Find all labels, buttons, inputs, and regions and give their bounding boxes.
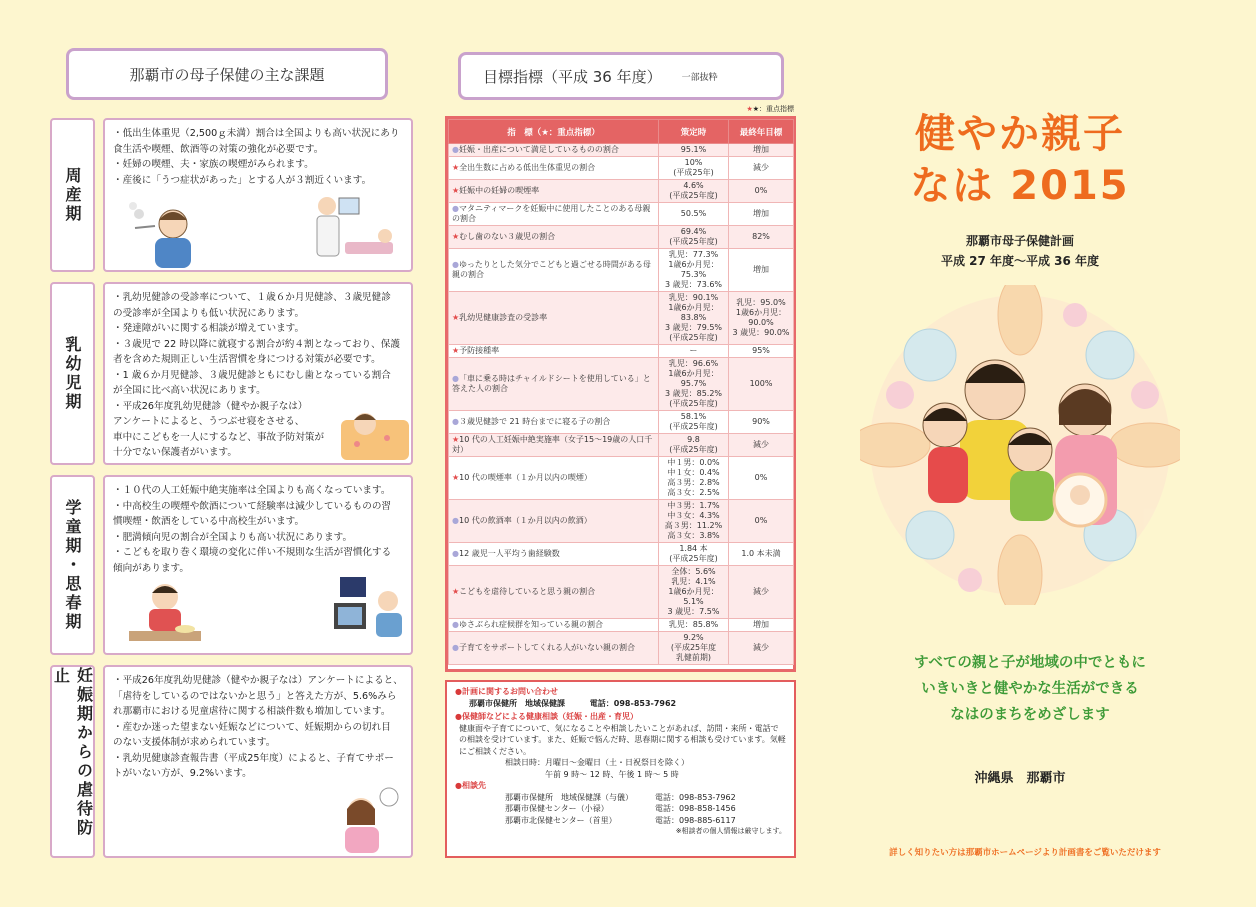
contact-consult-text: 健康面や子育てについて、気になることや相談したいことがあれば、訪問・来所・電話での相談を受けています。また、妊娠で悩んだ時、思春期に関する相談も受けています。気軽にご相談ください。	[459, 723, 786, 756]
table-row	[449, 619, 794, 632]
baseline-cell: 95.1%	[659, 144, 729, 157]
dot-icon: ●	[452, 643, 459, 652]
place-phone: 電話：098-858-1456	[655, 804, 736, 813]
dot-icon: ●	[452, 374, 459, 383]
slogan-line-3: なはのまちをめざします	[950, 707, 1110, 723]
contact-heading-plan: ●計画に関するお問い合わせ	[455, 687, 558, 696]
baseline-cell: 全体：5.6% 乳児：4.1% 1歳6か月児：5.1% 3 歳児：7.5%	[659, 566, 729, 619]
table-row	[449, 358, 794, 411]
table-row	[449, 632, 794, 665]
indicator-name-cell: ★全出生数に占める低出生体重児の割合	[449, 157, 659, 180]
target-cell: 減少	[729, 566, 794, 619]
table-row	[449, 434, 794, 457]
target-cell: 95%	[729, 345, 794, 358]
indicator-name-cell: ★予防接種率	[449, 345, 659, 358]
star-icon: ★	[746, 105, 753, 113]
place-name: 那覇市保健センター（小禄）	[505, 804, 609, 813]
middle-title: 目標指標（平成 36 年度）	[483, 67, 662, 86]
section-body-abuse-prevention: ・平成26年度乳幼児健診（健やか親子なは）アンケートによると、 「虐待をしているのではないかと思う」と答えた方が、5.6%みら れ那覇市における児童虐待に関する相談件数も増加しています。 ・産むか迷った望まない妊娠などについて、妊娠期からの切れ目 のない支援体制が求められています。 ・乳幼児健康診査報告書（平成25年度）によると、子育てサポー トがいない方が、9.2%います。	[103, 665, 413, 858]
place-phone: 電話：098-853-7962	[655, 792, 736, 802]
table-row	[449, 144, 794, 157]
baseline-cell: 4.6% (平成25年度)	[659, 180, 729, 203]
target-cell: 増加	[729, 144, 794, 157]
footer-note: 詳しく知りたい方は那覇市ホームページより計画書をご覧いただけます	[889, 848, 1161, 858]
place-phone: 電話：098-885-6117	[655, 815, 736, 825]
table-row	[449, 157, 794, 180]
contact-hours-2: 午前 9 時～ 12 時、午後 1 時～ 5 時	[545, 769, 679, 779]
star-icon: ★	[452, 313, 460, 322]
indicator-name-cell: ★むし歯のない３歳児の割合	[449, 226, 659, 249]
indicator-name-cell: ●ゆさぶられ症候群を知っている親の割合	[449, 619, 659, 632]
section-label-abuse-prevention: 妊娠期からの虐待防止	[50, 665, 95, 858]
section-body-infancy: ・乳幼児健診の受診率について、１歳６か月児健診、３歳児健診 の受診率が全国よりも低い状況にあります。 ・発達障がいに関する相談が増えています。 ・３歳児で 22 時以降に就寝する割合が約４割となっており、保護 者を含めた規則正しい生活習慣を身につける対策が必要です。 ・1 歳６か月児健診、３歳児健診ともにむし歯となっている割合 が全国に比べ高い状況にあります。 ・平成26年度乳幼児健診（健やか親子なは） アンケートによると、うつぶせ寝をさせる、 車中にこどもを一人にするなど、事故予防対策が 十分でない保護者がいます。	[103, 282, 413, 465]
section-label-infancy: 乳幼児期	[50, 282, 95, 465]
slogan-line-2: いきいきと健やかな生活ができる	[921, 681, 1139, 697]
star-icon: ★	[452, 473, 460, 482]
star-icon: ★	[452, 346, 460, 355]
indicator-name-cell: ●12 歳児一人平均う歯経験数	[449, 543, 659, 566]
place-name: 那覇市保健所 地域保健課（与儀）	[505, 792, 633, 802]
indicator-name-cell: ★10 代の人工妊娠中絶実施率（女子15～19歳の人口千対）	[449, 434, 659, 457]
tv-watching-illustration	[330, 573, 408, 647]
dot-icon: ●	[452, 145, 459, 154]
indicator-name-cell: ●ゆったりとした気分でこどもと過ごせる時間がある母親の割合	[449, 249, 659, 292]
organization-name: 沖縄県 那覇市	[974, 771, 1066, 786]
dot-icon: ●	[452, 260, 459, 269]
indicator-name-cell: ●３歳児健診で 21 時台までに寝る子の割合	[449, 411, 659, 434]
sleeping-baby-illustration	[337, 394, 413, 464]
baseline-cell: 乳児：90.1% 1歳6か月児：83.8% 3 歳児：79.5% (平成25年度)	[659, 292, 729, 345]
dot-icon: ●	[452, 620, 459, 629]
star-icon: ★	[452, 186, 460, 195]
star-icon: ★	[452, 587, 460, 596]
table-row	[449, 226, 794, 249]
target-cell: 0%	[729, 180, 794, 203]
table-row	[449, 249, 794, 292]
section-label-perinatal: 周産期	[50, 118, 95, 272]
main-title-line-2: なは 2015	[910, 163, 1130, 209]
indicator-name-cell: ★10 代の喫煙率（１か月以内の喫煙）	[449, 457, 659, 500]
contact-plan-office: 那覇市保健所 地域保健課	[469, 698, 565, 708]
section-body-school-age: ・１０代の人工妊娠中絶実施率は全国よりも高くなっています。 ・中高校生の喫煙や飲酒について経験率は減少しているものの習 慣喫煙・飲酒をしている中高校生がいます。 ・肥満傾向児の割合が全国よりも高い状況にあります。 ・こどもを取り巻く環境の変化に伴い不規則な生活が習慣化する 傾向があります。	[103, 475, 413, 655]
target-cell: 減少	[729, 632, 794, 665]
table-row	[449, 411, 794, 434]
baseline-cell: 乳児：77.3% 1歳6か月児：75.3% 3 歳児：73.6%	[659, 249, 729, 292]
indicator-name-cell: ●マタニティマークを妊娠中に使用したことのある母親の割合	[449, 203, 659, 226]
section-body-perinatal: ・低出生体重児（2,500ｇ未満）割合は全国よりも高い状況にあり 食生活や喫煙、飲酒等の対策の強化が必要です。 ・妊婦の喫煙、夫・家族の喫煙がみられます。 ・産後に「うつ症状があった」とする人が３割近くいます。	[103, 118, 413, 272]
table-legend: ★★：重点指標	[746, 105, 794, 113]
dot-icon: ●	[452, 417, 459, 426]
target-cell: 乳児：95.0% 1歳6か月児：90.0% 3 歳児：90.0%	[729, 292, 794, 345]
indicator-name-cell: ★こどもを虐待していると思う親の割合	[449, 566, 659, 619]
contact-hours-1: 相談日時：月曜日～金曜日（土・日祝祭日を除く）	[505, 758, 689, 767]
target-cell: 増加	[729, 203, 794, 226]
indicator-name-cell: ★妊娠中の妊婦の喫煙率	[449, 180, 659, 203]
baseline-cell: 9.8 (平成25年度)	[659, 434, 729, 457]
table-header-target: 最終年目標	[729, 120, 794, 144]
dot-icon: ●	[452, 516, 459, 525]
baseline-cell: 1.84 本 (平成25年度)	[659, 543, 729, 566]
ultrasound-exam-illustration	[305, 192, 395, 268]
table-row	[449, 500, 794, 543]
baseline-cell: 58.1% (平成25年度)	[659, 411, 729, 434]
target-cell: 90%	[729, 411, 794, 434]
middle-title-box	[458, 52, 784, 100]
slogan-line-1: すべての親と子が地域の中でともに	[914, 655, 1146, 671]
baseline-cell: 10% (平成25年)	[659, 157, 729, 180]
smoking-man-illustration	[125, 200, 215, 268]
table-row	[449, 543, 794, 566]
table-row	[449, 203, 794, 226]
contact-box	[445, 680, 796, 858]
plan-period: 平成 27 年度～平成 36 年度	[940, 254, 1100, 268]
dot-icon: ●	[452, 204, 459, 213]
plan-name: 那覇市母子保健計画	[965, 234, 1074, 248]
eating-child-illustration	[125, 575, 205, 647]
baseline-cell: 69.4% (平成25年度)	[659, 226, 729, 249]
star-icon: ★	[452, 435, 460, 444]
star-icon: ★	[452, 232, 460, 241]
table-row	[449, 457, 794, 500]
baseline-cell: 乳児：96.6% 1歳6か月児：95.7% 3 歳児：85.2% (平成25年度)	[659, 358, 729, 411]
baseline-cell: 9.2% (平成25年度 乳健前期)	[659, 632, 729, 665]
dot-icon: ●	[452, 549, 459, 558]
baseline-cell: 中１男：0.0% 中１女：0.4% 高３男：2.8% 高３女：2.5%	[659, 457, 729, 500]
baseline-cell: 中３男：1.7% 中３女：4.3% 高３男：11.2% 高３女：3.8%	[659, 500, 729, 543]
left-title: 那覇市の母子保健の主な課題	[129, 65, 325, 84]
indicator-name-cell: ★乳幼児健康診査の受診率	[449, 292, 659, 345]
contact-heading-consult: ●保健師などによる健康相談（妊娠・出産・育児）	[455, 712, 638, 721]
worried-mother-illustration	[327, 785, 407, 857]
left-title-box	[66, 48, 388, 100]
middle-title-sub: 一部抜粋	[681, 72, 718, 83]
target-cell: 0%	[729, 500, 794, 543]
baseline-cell: 50.5%	[659, 203, 729, 226]
indicator-name-cell: ●子育てをサポートしてくれる人がいない親の割合	[449, 632, 659, 665]
table-row	[449, 180, 794, 203]
star-icon: ★	[452, 163, 460, 172]
indicator-name-cell: ●10 代の飲酒率（１か月以内の飲酒）	[449, 500, 659, 543]
main-title-line-1: 健やか親子	[915, 111, 1125, 157]
table-row	[449, 292, 794, 345]
target-cell: 減少	[729, 157, 794, 180]
target-cell: 100%	[729, 358, 794, 411]
baseline-cell: ー	[659, 345, 729, 358]
table-header-indicator: 指 標（★：重点指標）	[449, 120, 659, 144]
table-row	[449, 345, 794, 358]
target-cell: 増加	[729, 619, 794, 632]
section-label-school-age: 学童期・思春期	[50, 475, 95, 655]
place-name: 那覇市北保健センター（首里）	[505, 815, 617, 825]
target-cell: 減少	[729, 434, 794, 457]
indicator-name-cell: ●「車に乗る時はチャイルドシートを使用している」と答えた人の割合	[449, 358, 659, 411]
indicator-table	[445, 116, 796, 672]
target-cell: 増加	[729, 249, 794, 292]
table-row	[449, 566, 794, 619]
baseline-cell: 乳児：85.8%	[659, 619, 729, 632]
contact-note: ※相談者の個人情報は厳守します。	[675, 827, 786, 835]
target-cell: 0%	[729, 457, 794, 500]
indicator-name-cell: ●妊娠・出産について満足しているものの割合	[449, 144, 659, 157]
target-cell: 82%	[729, 226, 794, 249]
family-illustration	[860, 285, 1180, 605]
table-header-baseline: 策定時	[659, 120, 729, 144]
contact-heading-places: ●相談先	[455, 781, 486, 790]
contact-plan-phone: 電話：098-853-7962	[589, 698, 677, 708]
target-cell: 1.0 本未満	[729, 543, 794, 566]
